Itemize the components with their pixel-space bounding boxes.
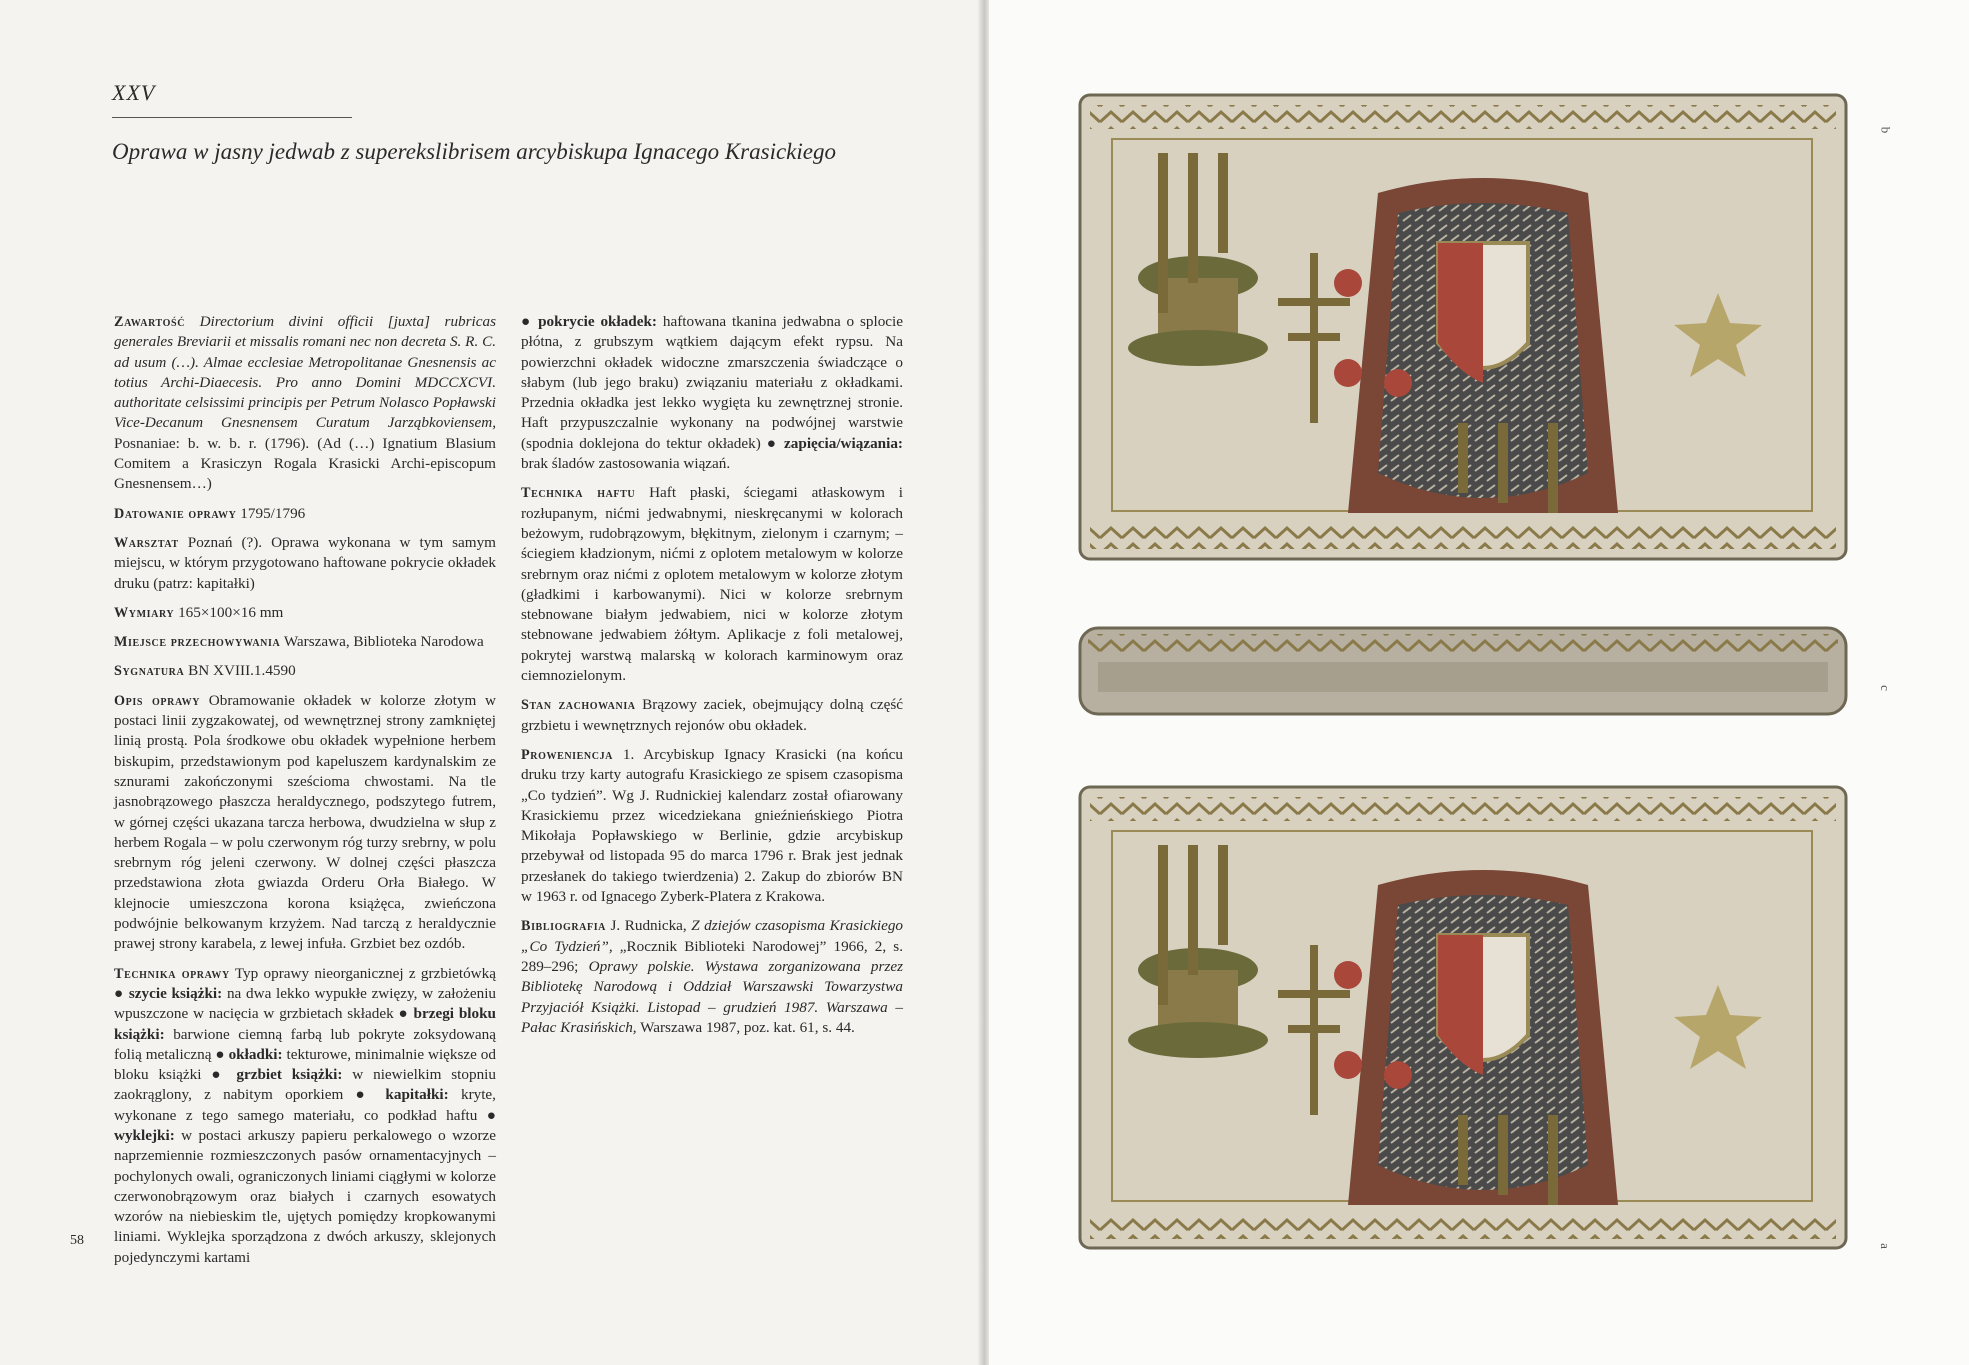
entry-warsztat: Warsztat Poznań (?). Oprawa wykonana w tym samym miejscu, w którym przygotowano haftowane pokrycie okładek druku (patrz: kapitałki) [114, 533, 496, 592]
entry-zawartosc: Zawartość Directorium divini officii [juxta] rubricas generales Breviarii et missalis romani nec non decreta S. R. C. ad usum (…). Almae ecclesiae Metropolitanae Gnesnensis ac totius Archi-Diaecesis. Pro anno Domini MDCCXCVI. authoritate celsissimi principis per Petrum Nolasco Popławski Vice-Decanum Gnesnensem Curatum Jarząbkoviensem, Posnaniae: b. w. b. r. (1796). (Ad (…) Ignatium Blasium Comitem a Krasiczyn Rogala Krasicki Archi-episcopum Gnesnensem…) [114, 313, 497, 493]
page-title: Oprawa w jasny jedwab z superekslibrisem arcybiskupa Ignacego Krasickiego [112, 139, 836, 164]
entry-datowanie: Datowanie oprawy 1795/1796 [114, 504, 306, 522]
entry-technika-haftu: Technika haftu Haft płaski, ściegami atłaskowym i rozłupanym, nićmi jedwabnymi, nieskręcanymi w kolorach beżowym, rudobrązowym, błękitnym, zielonym i czarnym; – ściegiem kładzionym, nićmi z oplotem metalowym w kolorze srebrnym oraz nićmi z oplotem metalowym w kolorze złotym (gładkimi i karbowanymi). Nici w kolorze srebrnym stebnowane białym jedwabiem, nici w kolorze złotym stebnowane jedwabiem żółtym. Aplikacje z foli metalowej, pokrytej warstwą malarską w kolorach karminowym oraz ciemnozielonym. [521, 484, 904, 685]
page-number: 58 [70, 1233, 84, 1248]
entry-wymiary: Wymiary 165×100×16 mm [114, 603, 284, 621]
chapter-rule [112, 117, 352, 118]
entry-opis: Opis oprawy Obramowanie okładek w kolorze złotym w postaci linii zygzakowatej, od wewnętrznej strony zamkniętej linią prostą. Pola środkowe obu okładek wypełnione herbem biskupim, przedstawionym pod kapeluszem kardynalskim ze sznurami zakończonymi sześcioma chwostami. Na tle jasnobrązowego płaszcza heraldycznego, podszytego futrem, w górnej części ukazana tarcza herbowa, dwudzielna w słup z herbem Rogala – w polu czerwonym róg turzy srebrny, w polu srebrnym róg jeleni czerwony. W dolnej części płaszcza przedstawiona złota gwiazda Orderu Orła Białego. W klejnocie umieszczona korona książęca, zwieńczona podwójnie belkowanym krzyżem. Nad tarczą z heraldycznie prawej strony karabela, z lewej infuła. Grzbiet bez ozdób. [114, 691, 497, 953]
cover-photo-back [1078, 93, 1848, 561]
entry-sygnatura: Sygnatura BN XVIII.1.4590 [114, 662, 296, 680]
text-column-2 [521, 312, 903, 1047]
text-column-1 [114, 312, 496, 1277]
cover-photo-front [1078, 785, 1848, 1250]
right-page [989, 0, 1969, 1365]
entry-technika-oprawy-cont: ● pokrycie okładek: haftowana tkanina jedwabna o splocie płótna, z grubszym wątkiem dającym efekt rypsu. Na powierzchni okładek widoczne zmarszczenia świadczące o słabym (lub jego braku) związaniu materiału z okładkami. Przednia okładka jest lekko wygięta ku zewnętrznej stronie. Haft przypuszczalnie wykonany na podwójnej warstwie (spodnia doklejona do tektur okładek) ● zapięcia/wiązania: brak śladów zastosowania wiązań. [521, 313, 903, 473]
spine-photo [1078, 622, 1848, 722]
label-a: a [1877, 1243, 1893, 1249]
label-b: b [1878, 126, 1894, 134]
entry-stan: Stan zachowania Brązowy zaciek, obejmujący dolną część grzbietu i wewnętrznych rejonów obu okładek. [521, 696, 903, 734]
entry-miejsce: Miejsce przechowywania Warszawa, Biblioteka Narodowa [114, 633, 484, 651]
entry-technika-oprawy: Technika oprawy Typ oprawy nieorganicznej z grzbietówką ● szycie książki: na dwa lekko wypukłe zwięzy, w założeniu wpuszczone w nacięcia w grzbietach składek ● brzegi bloku książki: barwione ciemną farbą lub pokryte zoksydowaną folią metaliczną ● okładki: tekturowe, minimalnie większe od bloku książki ● grzbiet książki: w niewielkim stopniu zaokrąglony, z nabitym oporkiem ● kapitałki: kryte, wykonane z tego samego materiału, co podkład haftu ● wyklejki: w postaci arkuszy papieru perkalowego o wzorze naprzemiennie rozmieszczonych pasów ornamentacyjnych – pochylonych owali, ograniczonych liniami ciągłymi w kolorze czerwonobrązowym oraz białych i czarnych esowatych wzorów na niebieskim tle, ujętych pomiędzy kropkowanymi liniami. Wyklejka sporządzona z dwóch arkuszy, sklejonych pojedynczymi kartami [114, 964, 497, 1266]
entry-proweniencja: Proweniencja 1. Arcybiskup Ignacy Krasicki (na końcu druku trzy karty autografu Krasickiego ze spisem czasopisma „Co tydzień”. Wg J. Rudnickiej kalendarz został ofiarowany Krasickiemu przez wicedziekana gnieźnieńskiego Piotra Mikołaja Popławskiego w Berlinie, gdzie arcybiskup przebywał od listopada 95 do marca 1796 r. Brak jest jednak przesłanek do takiego twierdzenia) 2. Zakup do zbiorów BN w 1963 r. od Ignacego Zyberk-Platera z Krakowa. [521, 745, 903, 906]
entry-bibliografia: Bibliografia J. Rudnicka, Z dziejów czasopisma Krasickiego „Co Tydzień”, „Rocznik Biblioteki Narodowej” 1966, 2, s. 289–296; Oprawy polskie. Wystawa zorganizowana przez Bibliotekę Narodową i Oddział Warszawski Towarzystwa Przyjaciół Książki. Listopad – grudzień 1987. Warszawa – Pałac Krasińskich, Warszawa 1987, poz. kat. 61, s. 44. [521, 917, 904, 1036]
label-c: c [1877, 685, 1893, 691]
chapter-number: XXV [112, 80, 156, 105]
